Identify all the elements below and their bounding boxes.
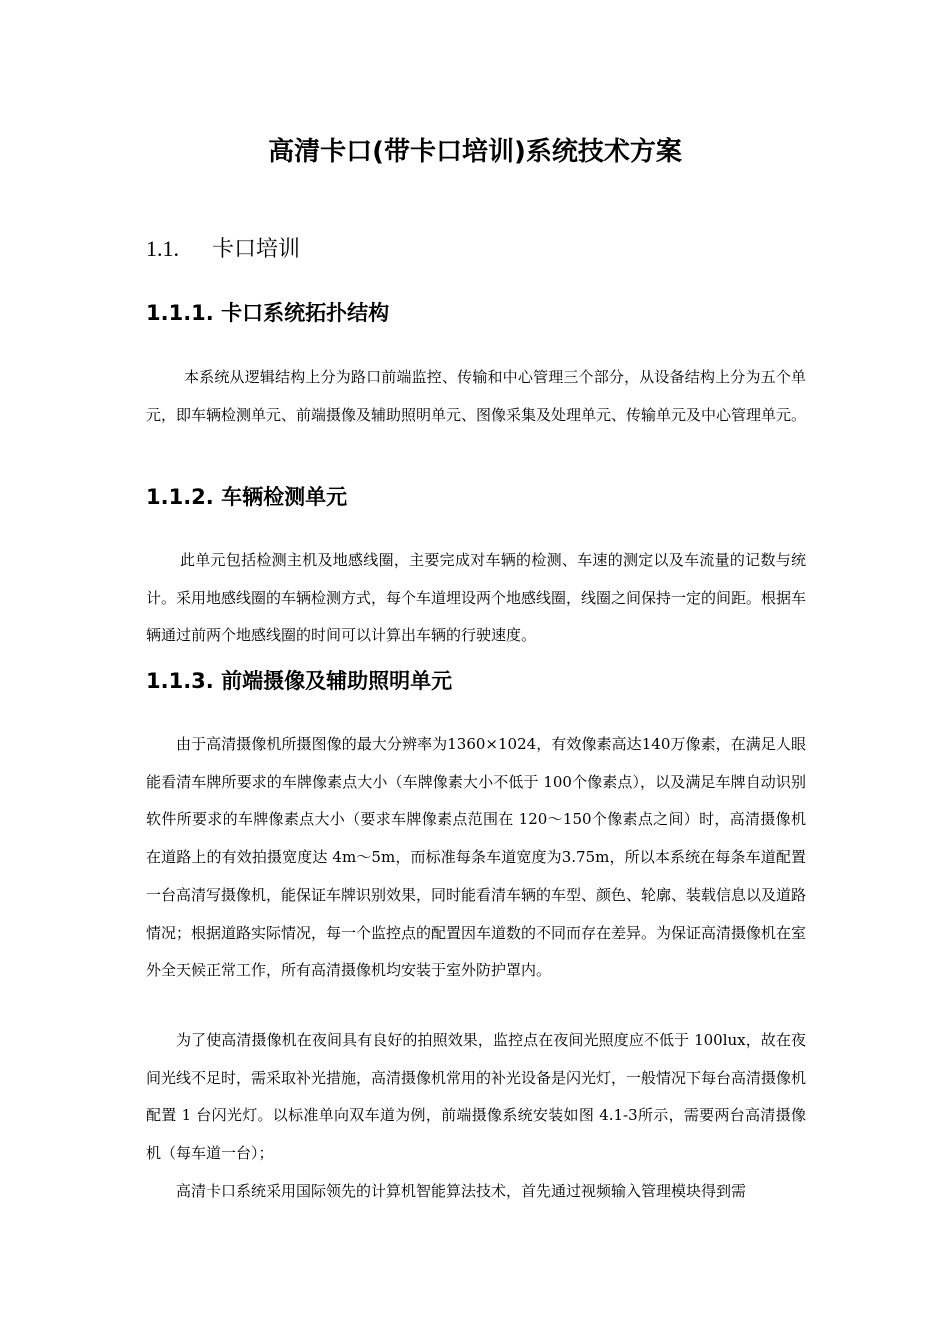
- section-heading: [146, 233, 300, 265]
- subsection-heading-topology: 1.1.1. 卡口系统拓扑结构: [146, 301, 390, 325]
- section-number: 1.1.: [146, 236, 179, 261]
- document-title: 高清卡口(带卡口培训)系统技术方案: [268, 137, 682, 167]
- paragraph-topology: 本系统从逻辑结构上分为路口前端监控、传输和中心管理三个部分，从设备结构上分为五个单元，即车辆检测单元、前端摄像及辅助照明单元、图像采集及处理单元、传输单元及中心管理单元。: [146, 368, 807, 424]
- paragraph-front-camera-algorithm: 高清卡口系统采用国际领先的计算机智能算法技术，首先通过视频输入管理模块得到需: [176, 1182, 747, 1200]
- paragraph-vehicle-detection: 此单元包括检测主机及地感线圈，主要完成对车辆的检测、车速的测定以及车流量的记数与统计。采用地感线圈的车辆检测方式，每个车道埋设两个地感线圈，线圈之间保持一定的间距。根据车辆通过前两个地感线圈的时间可以计算出车辆的行驶速度。: [146, 551, 807, 645]
- section-title: 卡口培训: [212, 236, 301, 261]
- subsection-heading-front-camera: 1.1.3. 前端摄像及辅助照明单元: [146, 669, 453, 693]
- paragraph-front-camera-lighting: 为了使高清摄像机在夜间具有良好的拍照效果，监控点在夜间光照度应不低于 100lux，故在夜间光线不足时，需采取补光措施，高清摄像机常用的补光设备是闪光灯，一般情况下每台高清摄像机配置 1 台闪光灯。以标准单向双车道为例，前端摄像系统安装如图 4.1-3所示，需要两台高清摄像机（每车道一台）；: [146, 1031, 807, 1163]
- paragraph-front-camera-resolution: 由于高清摄像机所摄图像的最大分辨率为1360×1024，有效像素高达140万像素，在满足人眼能看清车牌所要求的车牌像素点大小（车牌像素大小不低于 100个像素点），以及满足车牌自动识别软件所要求的车牌像素点大小（要求车牌像素点范围在 120～150个像素点之间）时，高清摄像机在道路上的有效拍摄宽度达 4m～5m，而标准每条车道宽度为3.75m，所以本系统在每条车道配置一台高清写摄像机，能保证车牌识别效果，同时能看清车辆的车型、颜色、轮廓、装载信息以及道路情况；根据道路实际情况，每一个监控点的配置因车道数的不同而存在差异。为保证高清摄像机在室外全天候正常工作，所有高清摄像机均安装于室外防护罩内。: [146, 735, 807, 980]
- subsection-heading-vehicle-detection: 1.1.2. 车辆检测单元: [146, 485, 348, 509]
